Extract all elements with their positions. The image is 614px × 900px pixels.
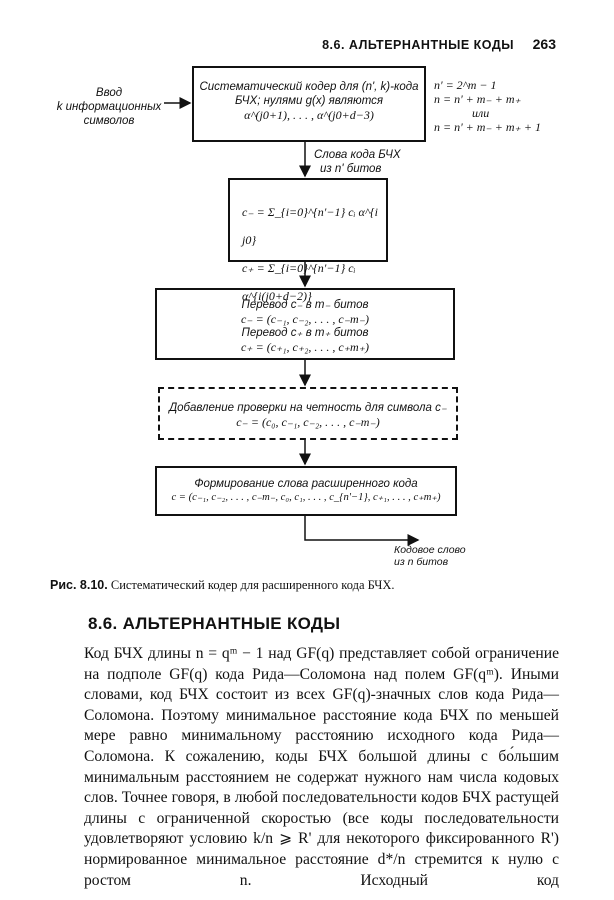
output-arrow	[305, 516, 418, 540]
bch-codeword-label-line: из n' битов	[320, 163, 382, 175]
length-formulas	[434, 78, 564, 134]
body-paragraph: Код БЧХ длины n = qᵐ − 1 над GF(q) представляет собой ограничение на подполе GF(q) кода Рида—Соломона над полем GF(qᵐ). Иными словами, код БЧХ состоит из всех GF(q)-значных слов кода Рида—Соломона. Поэтому минимальное расстояние кода БЧХ по меньшей мере равно минимальному расстоянию исходного кода Рида—Соломона. К сожалению, коды БЧХ большой длины с бо́льшим минимальным расстоянием не содержат нужного нам числа кодовых слов. Точнее говоря, в любой последовательности кодов БЧХ растущей длины с ограниченной скоростью (все коды последовательности удовлетворяют условию k/n ⩾ R' для некоторого фиксированного R') нормированное минимальное расстояние d*/n стремится к нулю с ростом n. Исходный код	[84, 645, 559, 889]
figure-caption-label: Рис. 8.10.	[50, 578, 108, 592]
encoder-box-line: БЧХ; нулями g(x) являются	[234, 95, 384, 107]
conversion-line: Перевод c₊ в m₊ битов	[241, 327, 369, 339]
length-formula-or: или	[472, 106, 490, 120]
encoder-box-line: Систематический кодер для (n', k)-кода	[199, 81, 419, 93]
c-plus-formula: c₊ = Σ_{i=0}^{n'−1} cᵢ α^{i(j0+d−2)}	[242, 261, 356, 303]
parity-check-box	[158, 387, 458, 440]
parity-check-line: Добавление проверки на четность для символа c₋	[169, 402, 447, 414]
conversion-line: c₋ = (c₋₁, c₋₂, . . . , c₋m₋)	[240, 312, 370, 326]
input-label-line: символов	[83, 115, 135, 127]
figure-caption-text: Систематический кодер для расширенного кода БЧХ.	[110, 578, 395, 592]
bch-codeword-label	[314, 148, 434, 176]
running-title: 8.6. АЛЬТЕРНАНТНЫЕ КОДЫ	[322, 38, 514, 52]
figure-caption	[50, 578, 394, 593]
body-text	[84, 644, 559, 891]
conversion-line: c₊ = (c₊₁, c₊₂, . . . , c₊m₊)	[240, 340, 370, 354]
conversion-box	[155, 288, 455, 360]
page-number: 263	[532, 36, 556, 52]
c-minus-formula: c₋ = Σ_{i=0}^{n'−1} cᵢ α^{i j0}	[242, 205, 378, 247]
extended-codeword-box	[155, 466, 457, 516]
length-formula: n' = 2^m − 1	[434, 78, 497, 92]
encoder-box	[192, 66, 426, 142]
output-label	[394, 544, 494, 568]
length-formula: n = n' + m₋ + m₊ + 1	[434, 120, 541, 134]
syndrome-box	[228, 178, 388, 303]
input-label-line: Ввод	[95, 87, 123, 99]
length-formula: n = n' + m₋ + m₊	[434, 92, 521, 106]
parity-check-line: c₋ = (c₀, c₋₁, c₋₂, . . . , c₋m₋)	[236, 415, 380, 429]
input-label-line: k информационных	[56, 101, 162, 113]
output-label-line: из n битов	[394, 556, 449, 568]
input-label	[56, 86, 162, 128]
section-title: 8.6. АЛЬТЕРНАНТНЫЕ КОДЫ	[88, 614, 341, 633]
extended-codeword-line: c = (c₋₁, c₋₂, . . . , c₋m₋, c₀, c₁, . . . , c_{n'−1}, c₊₁, . . . , c₊m₊)	[171, 492, 441, 503]
bch-codeword-label-line: Слова кода БЧХ	[314, 149, 401, 161]
conversion-line: Перевод c₋ в m₋ битов	[241, 299, 369, 311]
extended-codeword-line: Формирование слова расширенного кода	[194, 478, 418, 490]
encoder-box-zeros: α^(j0+1), . . . , α^(j0+d−3)	[244, 108, 374, 122]
output-label-line: Кодовое слово	[394, 544, 466, 556]
